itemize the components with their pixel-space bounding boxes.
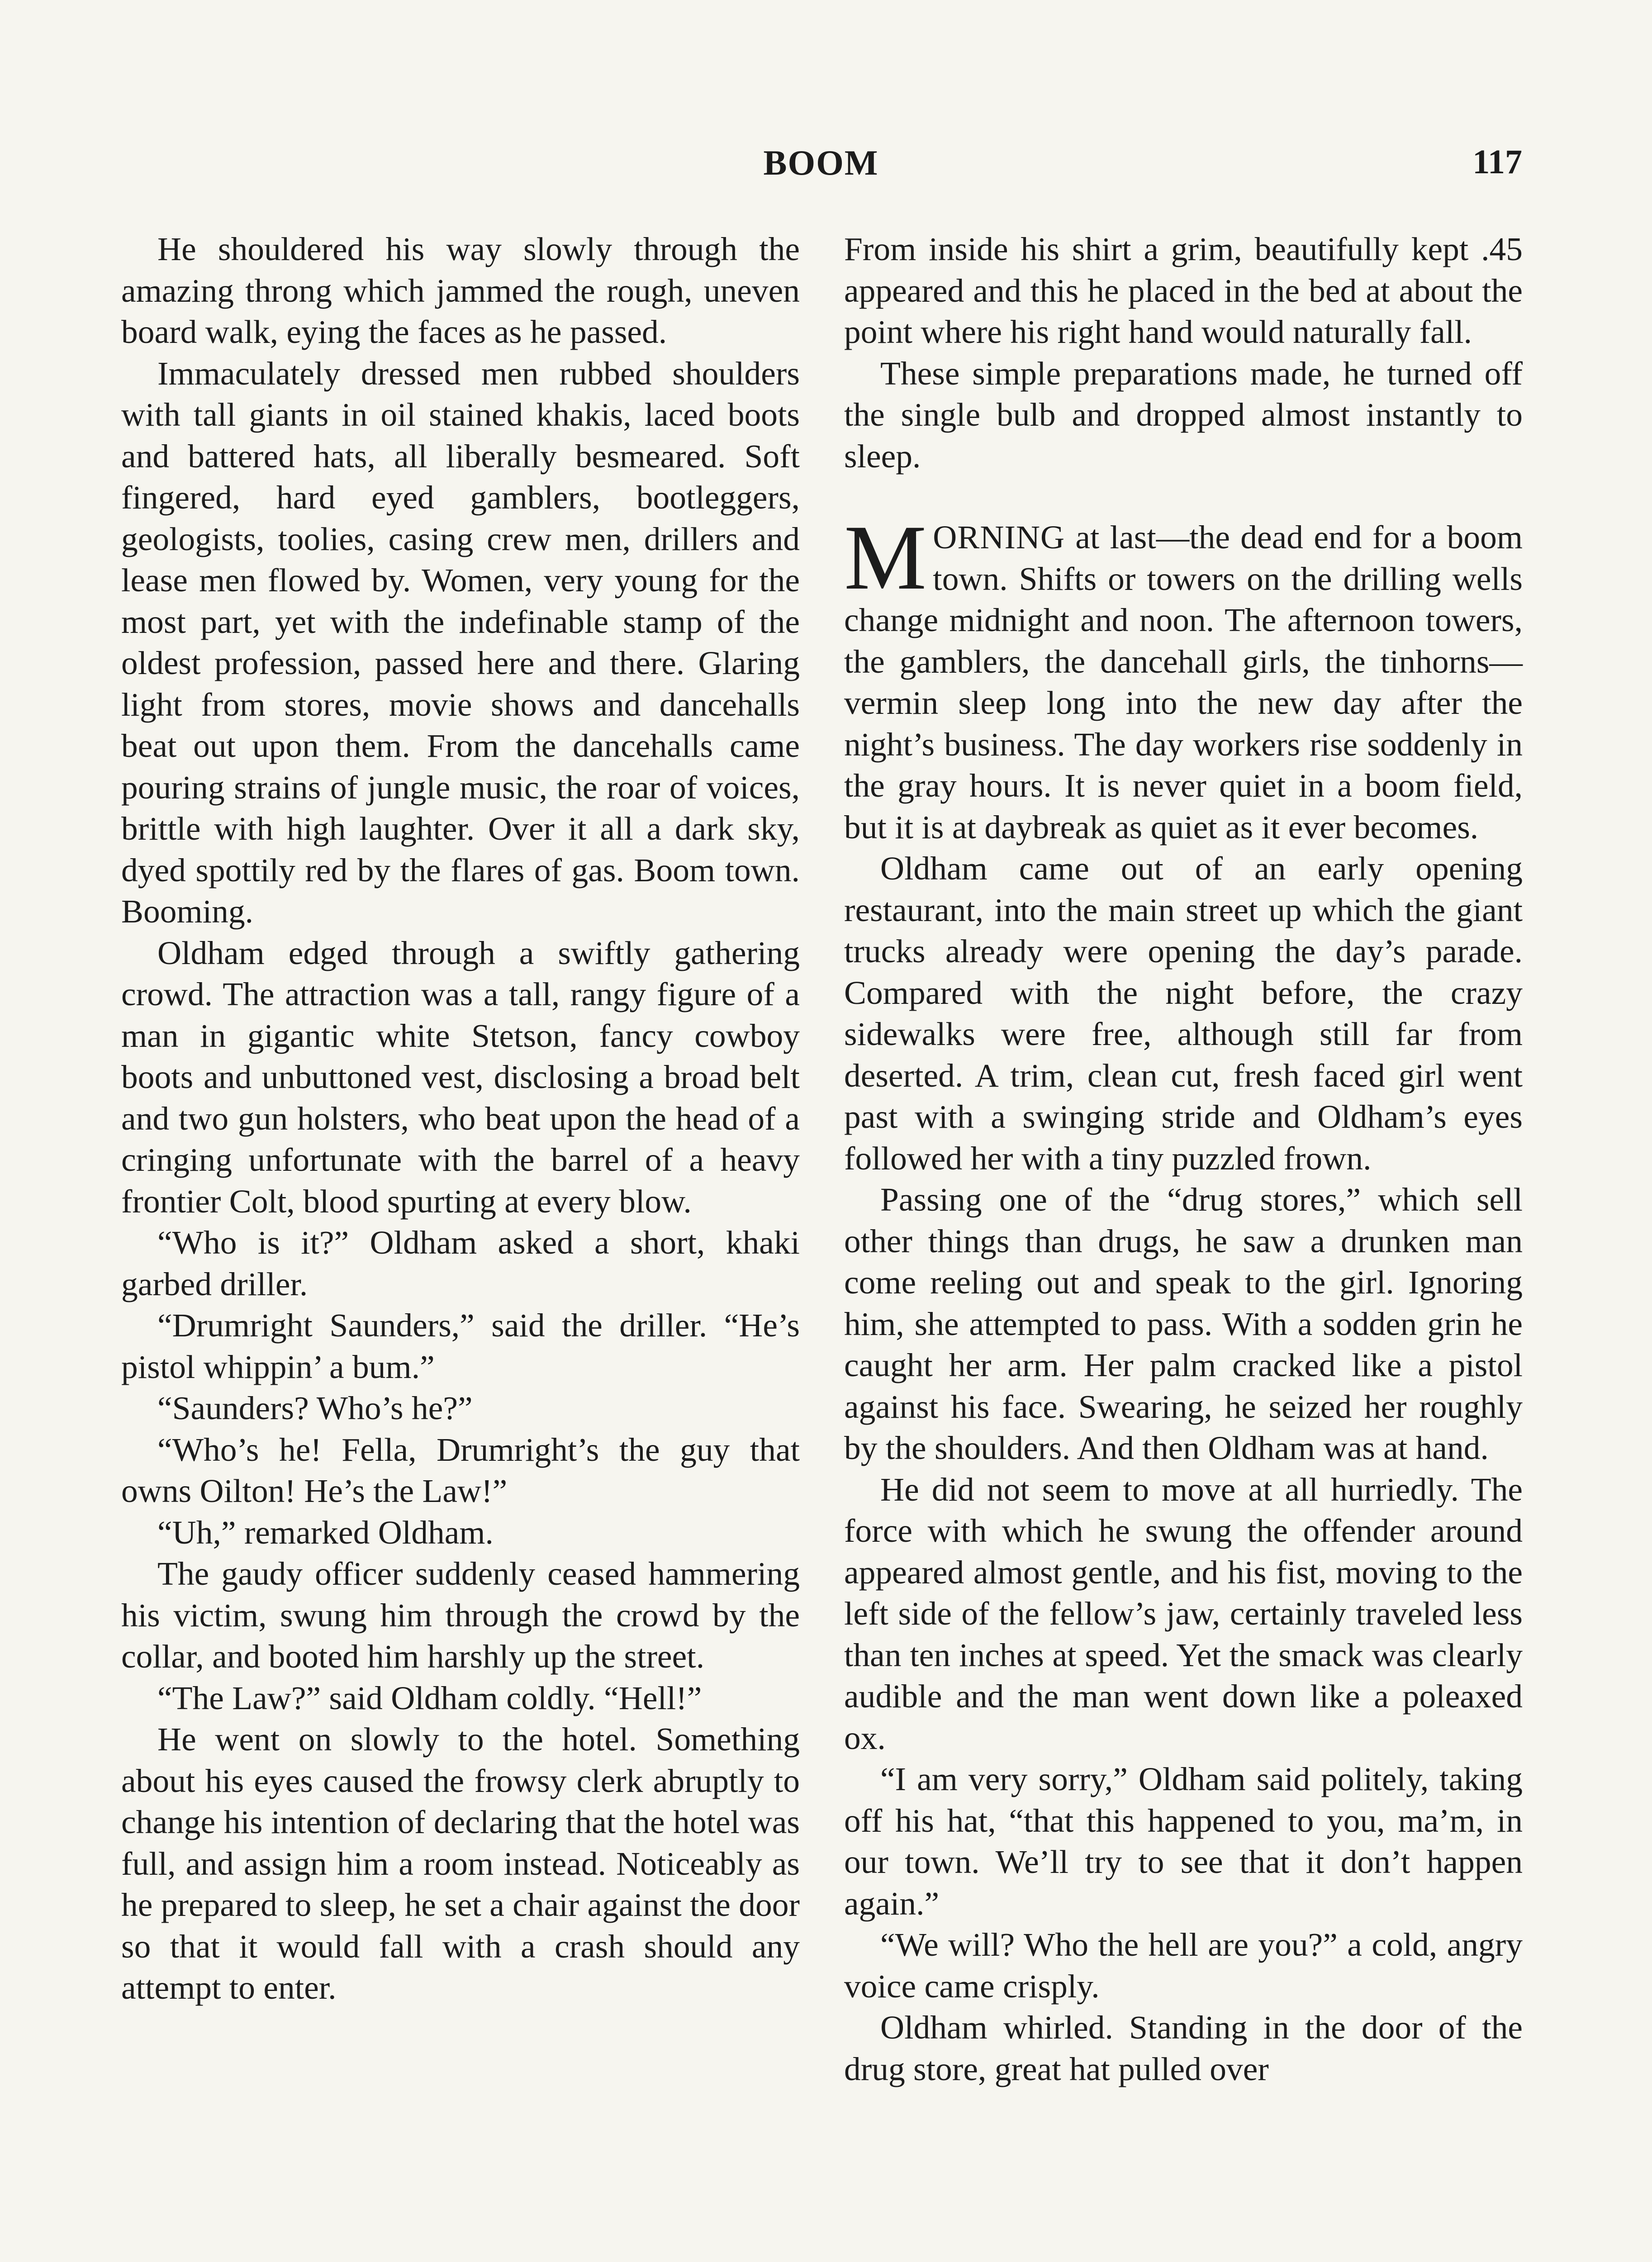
paragraph: He went on slowly to the hotel. Something about his eyes caused the frowsy clerk abruptly to change his intention of declaring that the hotel was full, and assign him a room instead. Noticeably as he prepared to sleep, he set a chair against the door so that it would fall with a crash should any attempt to enter.	[121, 1721, 800, 2006]
paragraph: “I am very sorry,” Oldham said politely, taking off his hat, “that this happened to you, ma’m, in our town. We’ll try to see that it don’t happen again.”	[844, 1761, 1523, 1922]
paragraph: “Who is it?” Oldham asked a short, khaki garbed driller.	[121, 1224, 800, 1302]
paragraph: “Uh,” remarked Oldham.	[157, 1514, 494, 1551]
paragraph: Immaculately dressed men rubbed shoulders with tall giants in oil stained khakis, laced boots and battered hats, all liberally besmeared. Soft fingered, hard eyed gamblers, bootleggers, geologists, toolies, casing crew men, drillers and lease men flowed by. Women, very young for the most part, yet with the indefinable stamp of the oldest profession, passed here and there. Glaring light from stores, movie shows and dancehalls beat out upon them. From the dancehalls came pouring strains of jungle music, the roar of voices, brittle with high laughter. Over it all a dark sky, dyed spottily red by the flares of gas. Boom town. Booming.	[121, 355, 800, 930]
opening-word: ORNING	[933, 519, 1065, 556]
paragraph: Passing one of the “drug stores,” which sell other things than drugs, he saw a drunken man come reeling out and speak to the girl. Ignoring him, she attempted to pass. With a sodden grin he caught her arm. Her palm cracked like a pistol against his face. Swearing, he seized her roughly by the shoulders. And then Oldham was at hand.	[844, 1181, 1523, 1466]
running-title: BOOM	[763, 143, 879, 182]
paragraph: Oldham whirled. Standing in the door of the drug store, great hat pulled over	[844, 2009, 1523, 2087]
paragraph: These simple preparations made, he turned off the single bulb and dropped almost instantly to sleep.	[844, 355, 1523, 475]
page-number: 117	[1472, 143, 1522, 181]
paragraph: “We will? Who the hell are you?” a cold, angry voice came crisply.	[844, 1926, 1523, 2005]
page-header	[120, 143, 1522, 192]
paragraph: “Who’s he! Fella, Drumright’s the guy that owns Oilton! He’s the Law!”	[121, 1431, 800, 1509]
paragraph: “Drumright Saunders,” said the driller. “He’s pistol whippin’ a bum.”	[121, 1307, 800, 1385]
drop-cap: M	[844, 506, 927, 609]
right-column	[844, 228, 1523, 2090]
opening-text: at last—the dead end for a boom town. Shifts or towers on the drilling wells change midnight and noon. The afternoon towers, the gamblers, the dancehall girls, the tinhorns—vermin sleep long into the new day after the night’s business. The day workers rise soddenly in the gray hours. It is never quiet in a boom field, but it is at daybreak as quiet as it ever becomes.	[844, 519, 1523, 846]
section-opening-paragraph	[844, 506, 1523, 848]
paragraph: Oldham edged through a swiftly gathering crowd. The attraction was a tall, rangy figure of a man in gigantic white Stetson, fancy cowboy boots and unbuttoned vest, disclosing a broad belt and two gun holsters, who beat upon the head of a cringing unfortunate with the barrel of a heavy frontier Colt, blood spurting at every blow.	[121, 934, 800, 1220]
paragraph: Oldham came out of an early opening restaurant, into the main street up which the giant trucks already were opening the day’s parade. Compared with the night before, the crazy sidewalks were free, although still far from deserted. A trim, clean cut, fresh faced girl went past with a swinging stride and Oldham’s eyes followed her with a tiny puzzled frown.	[844, 850, 1523, 1177]
paragraph: “The Law?” said Oldham coldly. “Hell!”	[157, 1679, 702, 1716]
paragraph: He did not seem to move at all hurriedly. The force with which he swung the offender around appeared almost gentle, and his fist, moving to the left side of the fellow’s jaw, certainly traveled less than ten inches at speed. Yet the smack was clearly audible and the man went down like a poleaxed ox.	[844, 1471, 1523, 1756]
paragraph: “Saunders? Who’s he?”	[157, 1390, 473, 1426]
left-column	[121, 228, 800, 2009]
paragraph: He shouldered his way slowly through the amazing throng which jammed the rough, uneven board walk, eying the faces as he passed.	[121, 231, 800, 350]
paragraph-continuation: From inside his shirt a grim, beautifully kept .45 appeared and this he placed in the bed at about the point where his right hand would naturally fall.	[844, 231, 1523, 350]
paragraph: The gaudy officer suddenly ceased hammering his victim, swung him through the crowd by the collar, and booted him harshly up the street.	[121, 1555, 800, 1675]
